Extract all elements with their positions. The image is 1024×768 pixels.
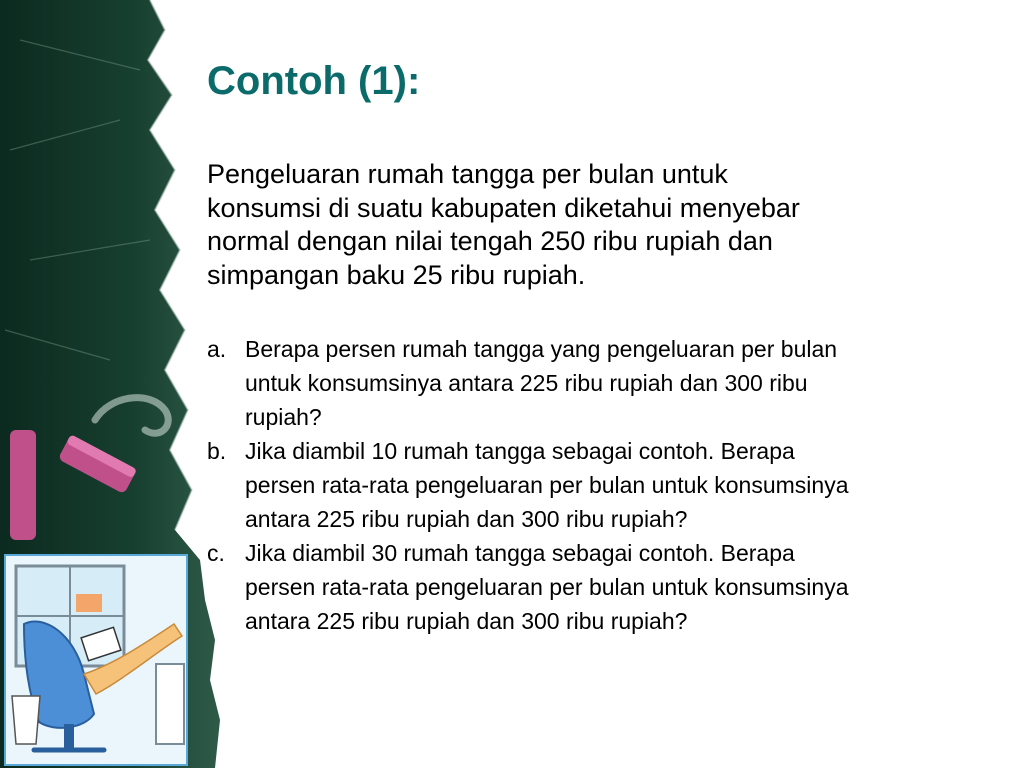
question-marker: a. [207,336,227,362]
reclining-person-illustration [4,554,188,766]
question-line: Jika diambil 30 rumah tangga sebagai contoh. Berapa [245,540,795,566]
question-line: antara 225 ribu rupiah dan 300 ribu rupiah? [245,608,688,634]
question-text [245,434,849,536]
question-line: rupiah? [245,404,322,430]
slide-title: Contoh (1): [207,59,421,103]
question-item-b [207,434,1007,536]
intro-paragraph [207,158,997,292]
question-line: Jika diambil 10 rumah tangga sebagai contoh. Berapa [245,438,795,464]
question-marker: b. [207,438,227,464]
intro-line: normal dengan nilai tengah 250 ribu rupiah dan [207,226,773,256]
intro-line: simpangan baku 25 ribu rupiah. [207,259,586,290]
intro-line: konsumsi di suatu kabupaten diketahui menyebar [207,192,800,223]
question-list [207,332,1007,638]
question-item-c [207,536,1007,638]
question-line: antara 225 ribu rupiah dan 300 ribu rupiah? [245,506,688,532]
question-marker: c. [207,540,225,566]
question-text [245,332,837,434]
question-line: untuk konsumsinya antara 225 ribu rupiah dan 300 ribu [245,370,808,396]
question-line: Berapa persen rumah tangga yang pengeluaran per bulan [245,336,838,362]
intro-line: Pengeluaran rumah tangga per bulan untuk [207,159,728,189]
question-line: persen rata-rata pengeluaran per bulan untuk konsumsinya [245,472,849,498]
question-item-a [207,332,1007,434]
question-text [245,536,849,638]
question-line: persen rata-rata pengeluaran per bulan untuk konsumsinya [245,574,849,600]
